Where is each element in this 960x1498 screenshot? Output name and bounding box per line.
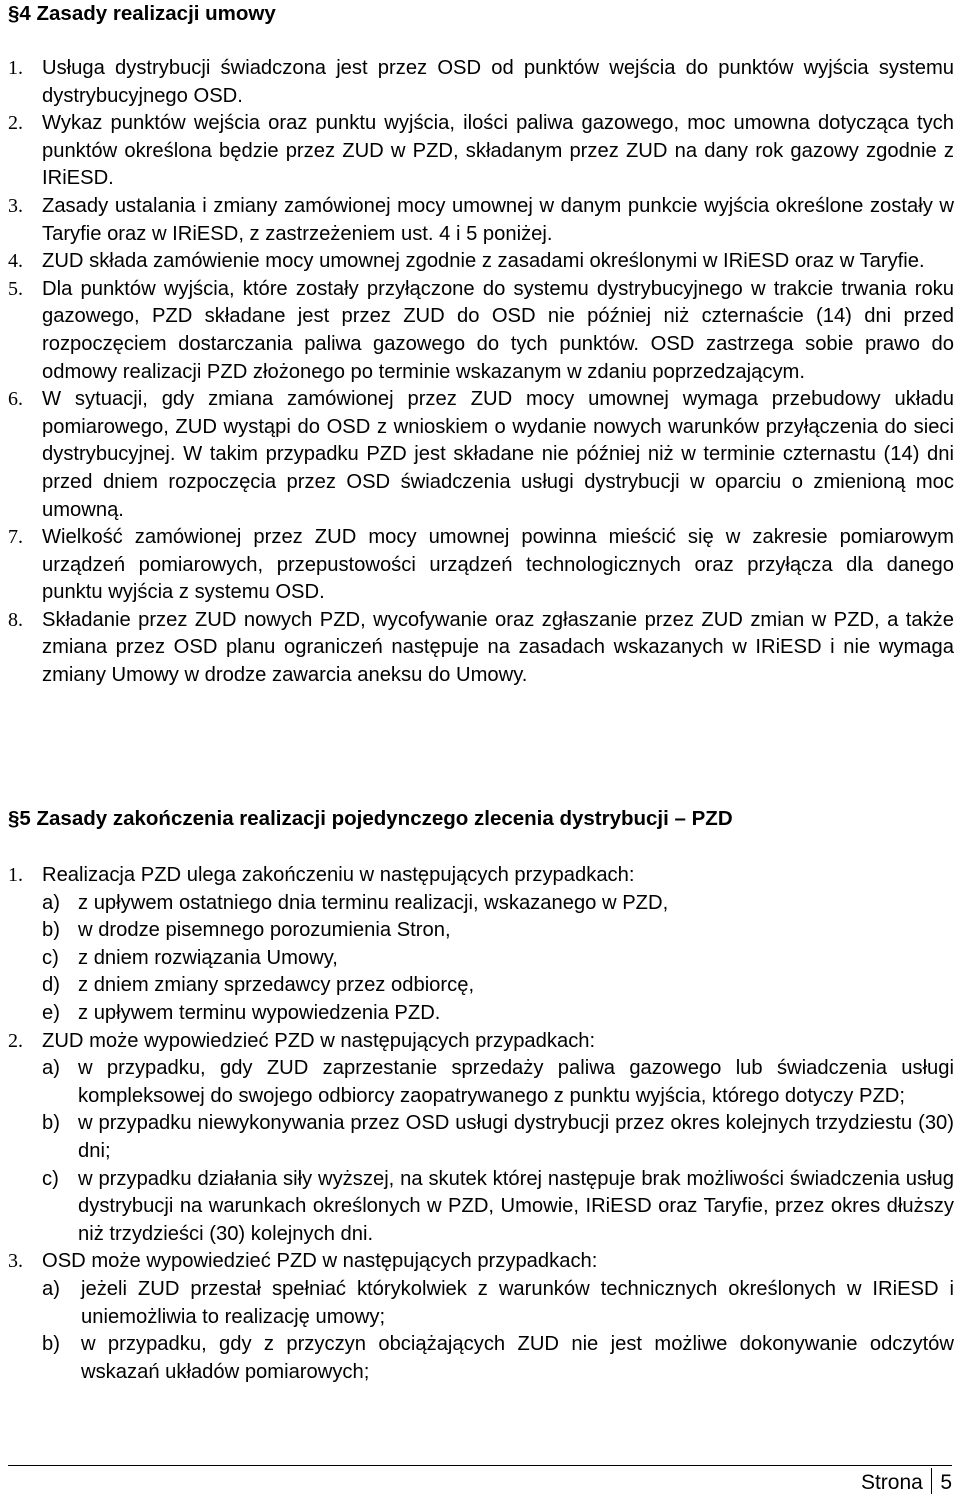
- footer-separator: [931, 1468, 933, 1494]
- sub-list-item: [42, 1166, 954, 1249]
- item-text: Usługa dystrybucji świadczona jest przez OSD od punktów wejścia do punktów wyjścia systemu dystrybucyjnego OSD.: [42, 57, 954, 107]
- sub-item-letter: d): [42, 974, 60, 997]
- sub-item-text: z upływem ostatniego dnia terminu realizacji, wskazanego w PZD,: [78, 891, 669, 914]
- item-text: Wykaz punktów wejścia oraz punktu wyjścia, ilości paliwa gazowego, moc umowna dotycząca tych punktów określona będzie przez ZUD w PZD, składanym przez ZUD na dany rok gazowy zgodnie z IRiESD.: [42, 112, 954, 190]
- list-item: [8, 524, 954, 607]
- item-number: 3.: [8, 1250, 23, 1273]
- sub-item-text: w przypadku niewykonywania przez OSD usługi dystrybucji przez okres kolejnych trzydziestu (30) dni;: [78, 1112, 954, 1162]
- footer-page-number: 5: [940, 1471, 952, 1494]
- item-text: W sytuacji, gdy zmiana zamówionej przez ZUD mocy umownej wymaga przebudowy układu pomiarowego, ZUD wystąpi do OSD z wnioskiem o wydanie nowych warunków przyłączenia do sieci dystrybucyjnej. W takim przypadku PZD jest składane nie później niż w terminie czternastu (14) dni przed dniem rozpoczęcia przez OSD świadczenia usługi dystrybucji w oparciu o zmienioną moc umowną.: [42, 388, 954, 521]
- sub-item-letter: a): [42, 1057, 60, 1080]
- sub-list-item: [42, 917, 954, 945]
- list-item: [8, 248, 954, 276]
- sub-list-item: [42, 890, 954, 918]
- sub-list-item: [42, 1276, 954, 1331]
- item-text: Dla punktów wyjścia, które zostały przyłączone do systemu dystrybucyjnego w trakcie trwania roku gazowego, PZD składane jest przez ZUD do OSD nie później niż czternaście (14) dni przed rozpoczęciem dostarczania paliwa gazowego do tych punktów. OSD zastrzega sobie prawo do odmowy realizacji PZD złożonego po terminie wskazanym w zdaniu poprzedzającym.: [42, 277, 954, 383]
- item-number: 7.: [8, 526, 23, 549]
- item-number: 2.: [8, 112, 23, 135]
- footer-page-label: Strona: [860, 1471, 923, 1494]
- list-item: [8, 55, 954, 110]
- item-number: 5.: [8, 277, 23, 300]
- list-item: [8, 862, 954, 1028]
- sub-list: [42, 890, 954, 1028]
- sub-item-letter: b): [42, 1333, 60, 1356]
- sub-item-letter: c): [42, 946, 59, 969]
- sub-item-letter: a): [42, 1277, 60, 1300]
- item-number: 1.: [8, 864, 23, 886]
- sub-item-text: z dniem zmiany sprzedawcy przez odbiorcę,: [78, 974, 475, 997]
- sub-item-text: w przypadku, gdy z przyczyn obciążających ZUD nie jest możliwe dokonywanie odczytów wskazań układów pomiarowych;: [81, 1333, 954, 1383]
- sub-list-item: [42, 972, 954, 1000]
- list-item: [8, 386, 954, 524]
- item-text: ZUD składa zamówienie mocy umownej zgodnie z zasadami określonymi w IRiESD oraz w Taryfie.: [42, 250, 925, 273]
- sub-item-text: w drodze pisemnego porozumienia Stron,: [78, 919, 451, 942]
- section-4-heading: §4 Zasady realizacji umowy: [8, 2, 276, 25]
- sub-item-text: jeżeli ZUD przestał spełniać którykolwiek z warunków technicznych określonych w IRiESD i uniemożliwia to realizację umowy;: [81, 1277, 954, 1328]
- sub-item-text: z dniem rozwiązania Umowy,: [78, 946, 338, 969]
- sub-item-text: w przypadku, gdy ZUD zaprzestanie sprzedaży paliwa gazowego lub świadczenia usługi kompleksowej do swojego odbiorcy zaopatrywanego z punktu wyjścia, którego dotyczy PZD;: [78, 1057, 954, 1107]
- item-text: OSD może wypowiedzieć PZD w następujących przypadkach:: [42, 1250, 598, 1273]
- sub-item-letter: b): [42, 1112, 60, 1135]
- sub-item-text: w przypadku działania siły wyższej, na skutek której następuje brak możliwości świadczenia usług dystrybucji na warunkach określonych w PZD, Umowie, IRiESD oraz Taryfie, przez okres dłuższy niż trzydzieści (30) kolejnych dni.: [78, 1167, 954, 1245]
- list-item: [8, 193, 954, 248]
- section-5-list: [8, 862, 954, 1386]
- item-text: Wielkość zamówionej przez ZUD mocy umownej powinna mieścić się w zakresie pomiarowym urządzeń pomiarowych, przepustowości urządzeń technologicznych oraz przyłącza dla danego punktu wyjścia z systemu OSD.: [42, 526, 954, 604]
- item-text: Realizacja PZD ulega zakończeniu w następujących przypadkach:: [42, 864, 635, 886]
- sub-list-item: [42, 945, 954, 973]
- item-text: ZUD może wypowiedzieć PZD w następujących przypadkach:: [42, 1029, 596, 1052]
- sub-list-item: [42, 1331, 954, 1386]
- item-number: 2.: [8, 1029, 23, 1052]
- item-number: 4.: [8, 250, 23, 273]
- list-item: [8, 276, 954, 386]
- sub-item-letter: e): [42, 1001, 60, 1024]
- list-item: [8, 1248, 954, 1386]
- sub-list: [42, 1276, 954, 1386]
- section-4-list: [8, 55, 954, 690]
- section-5-heading: §5 Zasady zakończenia realizacji pojedynczego zlecenia dystrybucji – PZD: [8, 807, 733, 830]
- sub-list: [42, 1055, 954, 1248]
- item-text: Zasady ustalania i zmiany zamówionej mocy umownej w danym punkcie wyjścia określone zostały w Taryfie oraz w IRiESD, z zastrzeżeniem ust. 4 i 5 poniżej.: [42, 194, 954, 245]
- sub-item-letter: c): [42, 1167, 59, 1190]
- sub-list-item: [42, 1055, 954, 1110]
- item-number: 6.: [8, 388, 23, 411]
- list-item: [8, 1028, 954, 1249]
- item-text: Składanie przez ZUD nowych PZD, wycofywanie oraz zgłaszanie przez ZUD zmian w PZD, a także zmiana przez OSD planu ograniczeń następuje na zasadach wskazanych w IRiESD i nie wymaga zmiany Umowy w drodze zawarcia aneksu do Umowy.: [42, 608, 954, 687]
- list-item: [8, 607, 954, 690]
- page-footer: [861, 1468, 952, 1497]
- footer-divider: [8, 1465, 952, 1466]
- sub-item-letter: b): [42, 919, 60, 942]
- item-number: 8.: [8, 608, 23, 631]
- sub-list-item: [42, 1110, 954, 1165]
- item-number: 3.: [8, 194, 23, 217]
- list-item: [8, 110, 954, 193]
- sub-item-text: z upływem terminu wypowiedzenia PZD.: [78, 1001, 441, 1024]
- item-number: 1.: [8, 57, 23, 79]
- sub-item-letter: a): [42, 891, 60, 914]
- sub-list-item: [42, 1000, 954, 1028]
